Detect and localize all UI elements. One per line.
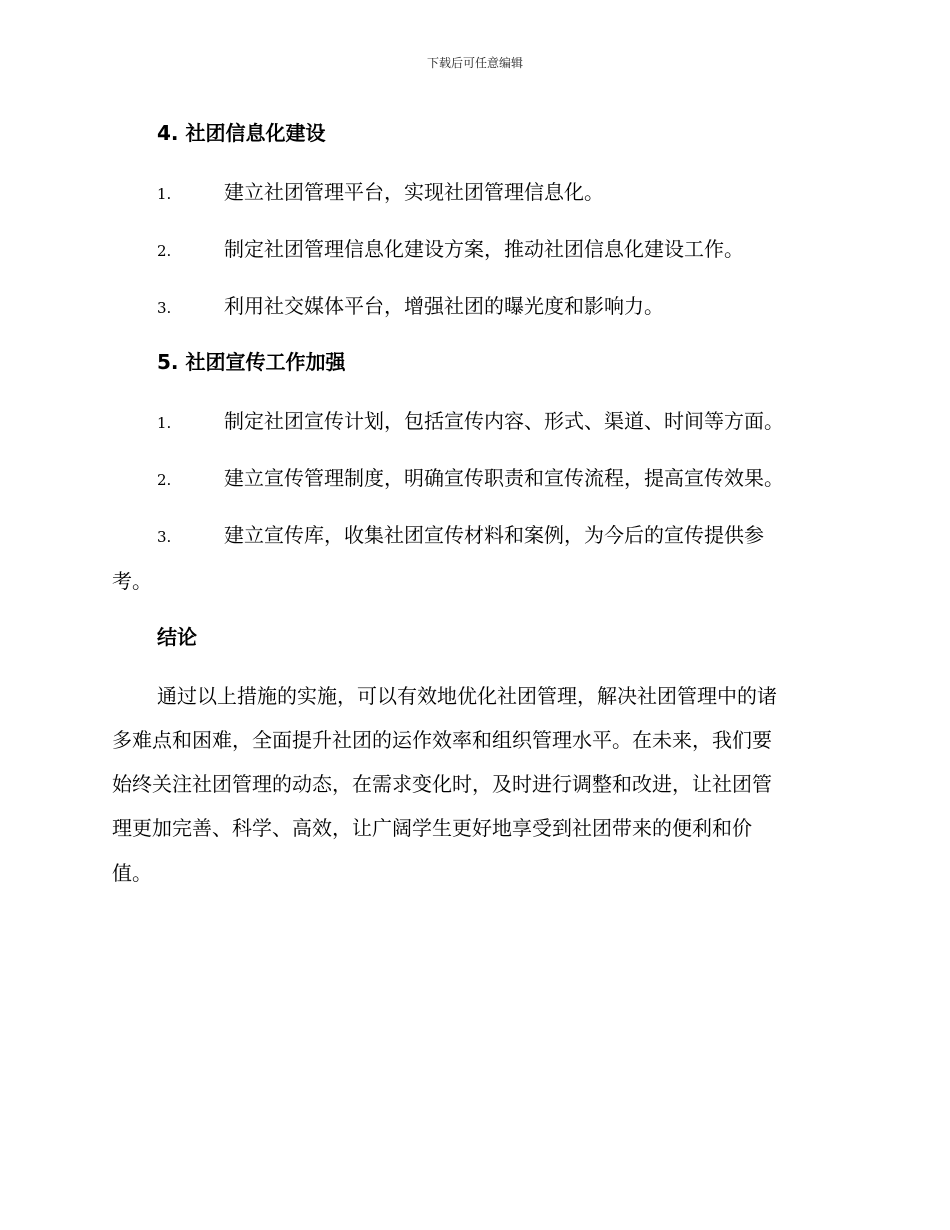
list-item <box>157 176 837 205</box>
list-number: 3. <box>157 528 172 546</box>
list-number: 2. <box>157 242 172 260</box>
list-text: 利用社交媒体平台，增强社团的曝光度和影响力。 <box>224 294 664 318</box>
list-text: 建立宣传管理制度，明确宣传职责和宣传流程，提高宣传效果。 <box>224 466 784 490</box>
list-item-continuation: 考。 <box>112 569 152 593</box>
list-number: 1. <box>157 185 172 203</box>
section-5-heading: 5. 社团宣传工作加强 <box>157 350 346 374</box>
section-4-heading: 4. 社团信息化建设 <box>157 121 326 145</box>
list-text: 制定社团管理信息化建设方案，推动社团信息化建设工作。 <box>224 237 744 261</box>
list-item <box>157 290 837 319</box>
conclusion-line: 通过以上措施的实施，可以有效地优化社团管理，解决社团管理中的诸 <box>157 684 777 708</box>
list-item <box>157 233 837 262</box>
conclusion-line: 值。 <box>112 861 152 885</box>
conclusion-line: 始终关注社团管理的动态，在需求变化时，及时进行调整和改进，让社团管 <box>112 772 772 796</box>
list-number: 2. <box>157 471 172 489</box>
list-item <box>157 519 837 548</box>
list-item <box>157 462 837 491</box>
conclusion-line: 理更加完善、科学、高效，让广阔学生更好地享受到社团带来的便利和价 <box>112 816 752 840</box>
page-header: 下载后可任意编辑 <box>426 56 523 70</box>
list-number: 1. <box>157 414 172 432</box>
list-text: 制定社团宣传计划，包括宣传内容、形式、渠道、时间等方面。 <box>224 409 784 433</box>
list-text: 建立宣传库，收集社团宣传材料和案例，为今后的宣传提供参 <box>224 523 764 547</box>
list-number: 3. <box>157 299 172 317</box>
list-item <box>157 405 837 434</box>
conclusion-heading: 结论 <box>157 625 197 649</box>
list-text: 建立社团管理平台，实现社团管理信息化。 <box>224 180 604 204</box>
conclusion-line: 多难点和困难，全面提升社团的运作效率和组织管理水平。在未来，我们要 <box>112 728 772 752</box>
